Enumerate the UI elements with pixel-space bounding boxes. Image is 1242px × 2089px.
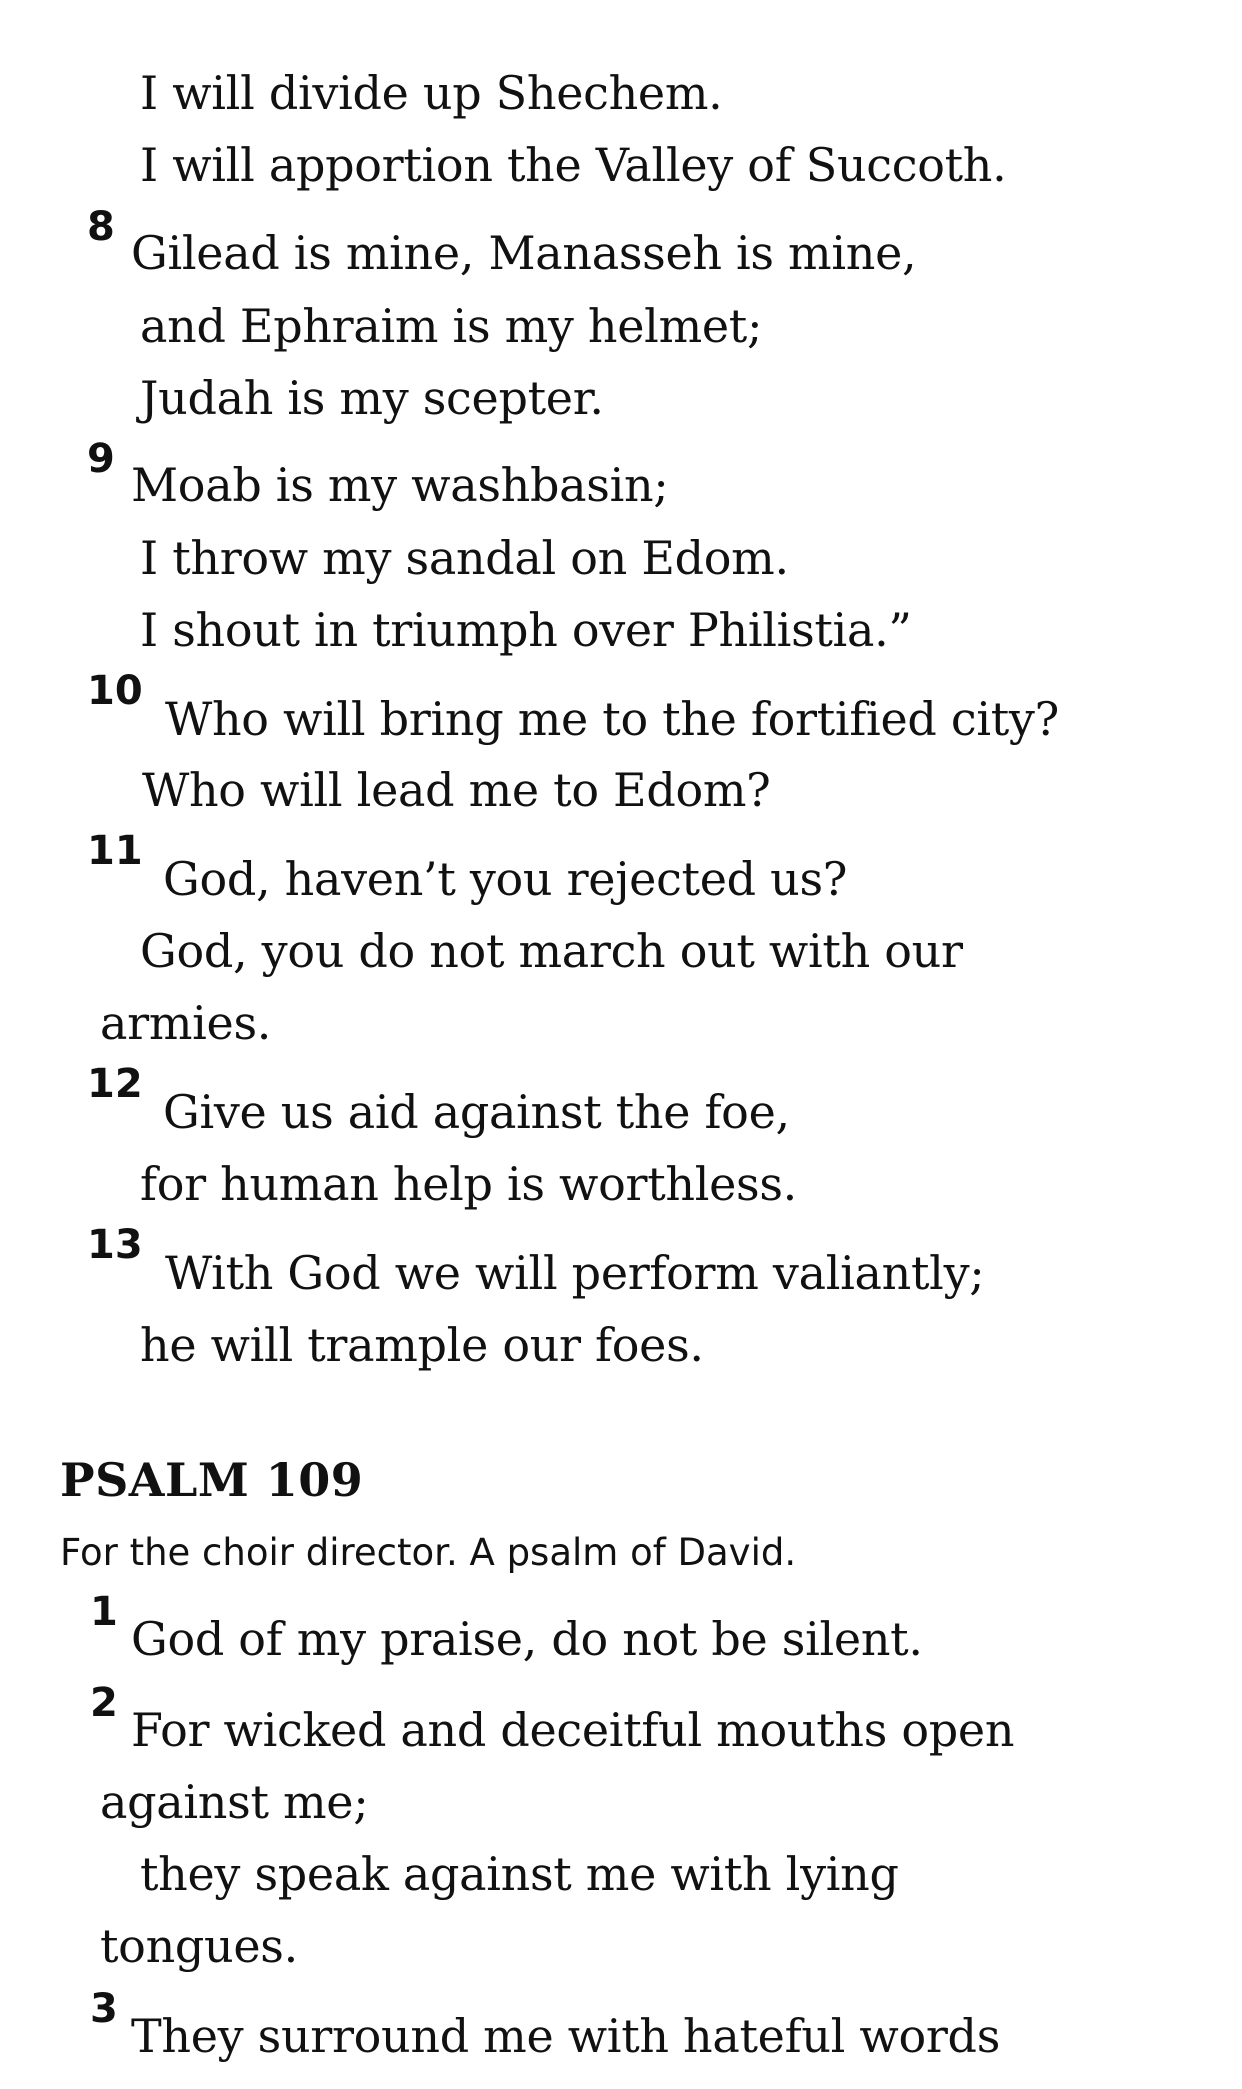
- verse-line: Who will lead me to Edom?: [142, 763, 771, 817]
- verse-number: 11: [87, 828, 143, 874]
- verse-line: For wicked and deceitful mouths open: [131, 1703, 1015, 1757]
- verse-number: 2: [90, 1680, 118, 1726]
- verse-line: I shout in triumph over Philistia.”: [140, 603, 912, 657]
- verse-number: 3: [90, 1986, 118, 2032]
- psalm-superscription: For the choir director. A psalm of David.: [60, 1531, 797, 1574]
- verse-number: 13: [87, 1222, 143, 1268]
- verse-line: I will divide up Shechem.: [140, 66, 723, 120]
- verse-line: Gilead is mine, Manasseh is mine,: [131, 226, 917, 280]
- verse-line: God, you do not march out with our: [140, 924, 963, 978]
- verse-number: 1: [90, 1589, 118, 1635]
- verse-number: 8: [87, 204, 115, 250]
- verse-line: he will trample our foes.: [140, 1318, 704, 1372]
- verse-line: Moab is my washbasin;: [131, 458, 669, 512]
- psalm-title: PSALM 109: [60, 1453, 364, 1507]
- verse-line: God of my praise, do not be silent.: [131, 1612, 923, 1666]
- verse-line: tongues.: [100, 1919, 298, 1973]
- verse-line: With God we will perform valiantly;: [165, 1246, 985, 1300]
- verse-line: they speak against me with lying: [140, 1847, 899, 1901]
- verse-line: I throw my sandal on Edom.: [140, 531, 789, 585]
- verse-line: Who will bring me to the fortified city?: [165, 692, 1059, 746]
- verse-line: Give us aid against the foe,: [163, 1085, 790, 1139]
- verse-line: armies.: [100, 996, 272, 1050]
- verse-line: for human help is worthless.: [140, 1157, 797, 1211]
- verse-line: Judah is my scepter.: [140, 371, 604, 425]
- verse-line: They surround me with hateful words: [131, 2009, 1001, 2063]
- verse-line: God, haven’t you rejected us?: [163, 852, 848, 906]
- verse-number: 12: [87, 1061, 143, 1107]
- verse-line: against me;: [100, 1775, 369, 1829]
- verse-number: 9: [87, 436, 115, 482]
- verse-line: and Ephraim is my helmet;: [140, 299, 763, 353]
- verse-line: I will apportion the Valley of Succoth.: [140, 138, 1007, 192]
- verse-number: 10: [87, 668, 143, 714]
